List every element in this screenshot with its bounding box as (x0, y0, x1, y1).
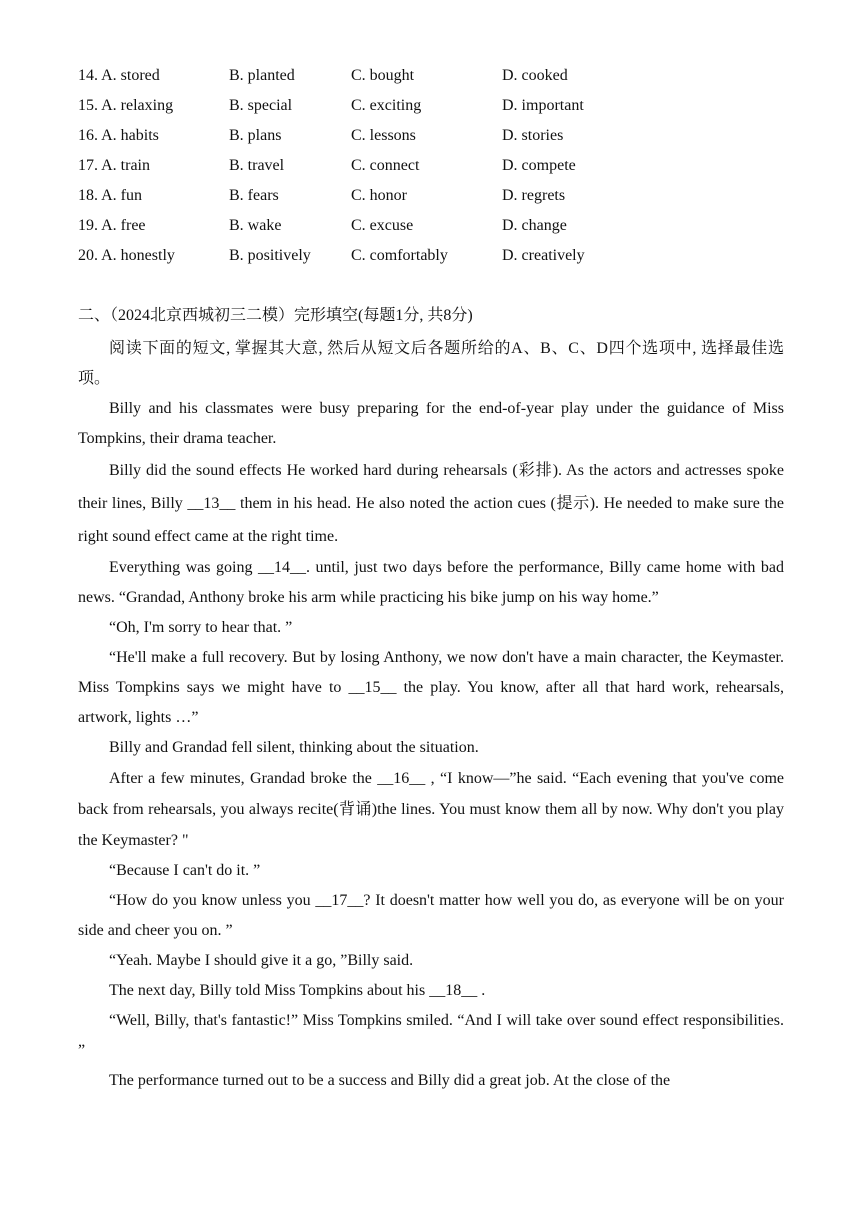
option-c: C. lessons (351, 127, 416, 144)
passage-paragraph: Billy and his classmates were busy preparing for the end-of-year play under the guidance of Miss Tompkins, their drama teacher. (78, 400, 784, 447)
option-a: 20. A. honestly (78, 247, 175, 264)
passage-paragraph: The next day, Billy told Miss Tompkins about his __18__ . (109, 982, 486, 999)
option-b: B. fears (229, 187, 279, 204)
option-a: 16. A. habits (78, 127, 159, 144)
option-d: D. important (502, 97, 584, 114)
instructions-paragraph: 阅读下面的短文, 掌握其大意, 然后从短文后各题所给的A、B、C、D四个选项中, 选择最佳选项。 (78, 340, 784, 387)
option-a: 14. A. stored (78, 67, 160, 84)
option-row-14 (78, 64, 798, 94)
passage-paragraph: “Well, Billy, that's fantastic!” Miss Tompkins smiled. “And I will take over sound effect responsibilities. ” (78, 1012, 784, 1059)
passage-paragraph: “Oh, I'm sorry to hear that. ” (109, 619, 293, 636)
option-b: B. planted (229, 67, 295, 84)
option-row-20 (78, 244, 798, 274)
option-a: 15. A. relaxing (78, 97, 174, 114)
option-d: D. stories (502, 127, 564, 144)
option-c: C. excuse (351, 217, 414, 234)
option-b: B. plans (229, 127, 282, 144)
option-c: C. comfortably (351, 247, 448, 264)
option-row-16 (78, 124, 798, 154)
passage-paragraph: “How do you know unless you __17__? It doesn't matter how well you do, as everyone will be on your side and cheer you on. ” (78, 892, 784, 939)
passage-paragraph: Everything was going __14__. until, just two days before the performance, Billy came home with bad news. “Grandad, Anthony broke his arm while practicing his bike jump on his way home.” (78, 559, 784, 606)
passage-paragraph: Billy did the sound effects He worked hard during rehearsals (彩排). As the actors and actresses spoke their lines, Billy __13__ them in his head. He also noted the action cues (提示). He needed to make sure the right sound effect came at the right time. (78, 462, 784, 545)
option-c: C. exciting (351, 97, 422, 114)
passage-paragraph: The performance turned out to be a success and Billy did a great job. At the close of the (109, 1072, 671, 1089)
option-row-18 (78, 184, 798, 214)
option-d: D. creatively (502, 247, 585, 264)
cloze-passage (78, 334, 784, 1096)
option-b: B. wake (229, 217, 282, 234)
option-row-17 (78, 154, 798, 184)
option-d: D. regrets (502, 187, 566, 204)
option-b: B. travel (229, 157, 285, 174)
passage-paragraph: “He'll make a full recovery. But by losing Anthony, we now don't have a main character, the Keymaster. Miss Tompkins says we might have to __15__ the play. You know, after all that hard work, rehearsals, artwork, lights …” (78, 649, 784, 726)
option-d: D. cooked (502, 67, 568, 84)
option-b: B. positively (229, 247, 311, 264)
option-row-19 (78, 214, 798, 244)
option-a: 18. A. fun (78, 187, 142, 204)
option-a: 17. A. train (78, 157, 150, 174)
option-c: C. bought (351, 67, 415, 84)
option-d: D. compete (502, 157, 576, 174)
passage-paragraph: “Yeah. Maybe I should give it a go, ”Billy said. (109, 952, 414, 969)
passage-paragraph: Billy and Grandad fell silent, thinking about the situation. (109, 739, 479, 756)
passage-paragraph: “Because I can't do it. ” (109, 862, 261, 879)
option-c: C. connect (351, 157, 420, 174)
passage-paragraph: After a few minutes, Grandad broke the __16__ , “I know—”he said. “Each evening that you've come back from rehearsals, you always recite(背诵)the lines. You must know them all by now. Why don't you play the Keymaster? " (78, 770, 784, 849)
option-b: B. special (229, 97, 293, 114)
option-row-15 (78, 94, 798, 124)
option-c: C. honor (351, 187, 407, 204)
section-heading: 二、（2024北京西城初三二模）完形填空(每题1分, 共8分) (78, 307, 473, 324)
option-a: 19. A. free (78, 217, 146, 234)
answer-options-list (78, 64, 798, 274)
option-d: D. change (502, 217, 567, 234)
